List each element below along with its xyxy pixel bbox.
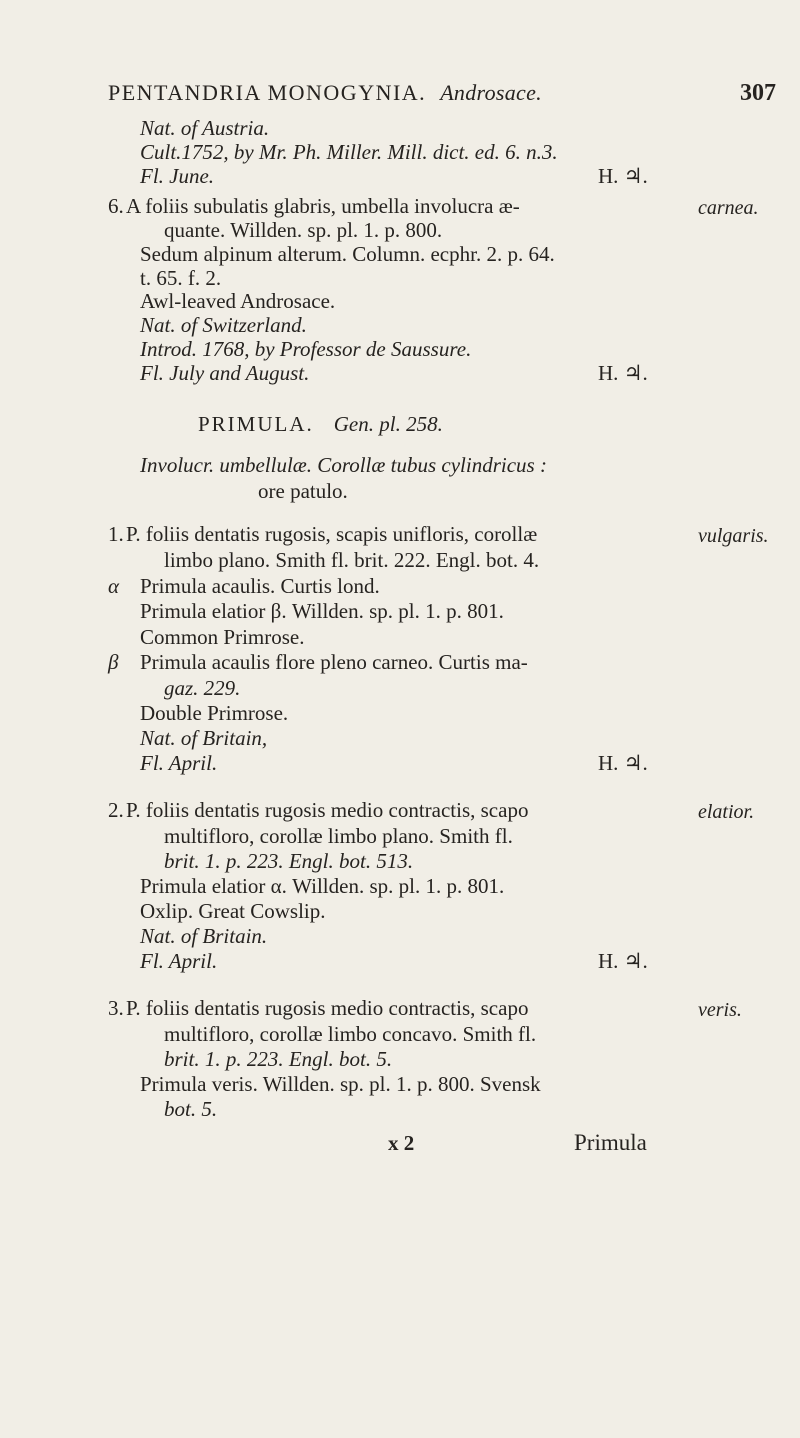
text-line: t. 65. f. 2. bbox=[140, 266, 222, 290]
text-line: Primula acaulis flore pleno carneo. Curtis ma- bbox=[140, 650, 528, 674]
text-line: P. foliis dentatis rugosis, scapis unifloris, corollæ bbox=[126, 522, 538, 546]
text-line: quante. Willden. sp. pl. 1. p. 800. bbox=[164, 218, 443, 242]
species-epithet: elatior. bbox=[698, 801, 755, 823]
text-line: Fl. April. bbox=[140, 949, 218, 973]
text-line: A foliis subulatis glabris, umbella involucra æ- bbox=[126, 194, 520, 218]
entry-number: 2. bbox=[108, 798, 124, 822]
text-line: Nat. of Britain, bbox=[140, 726, 268, 750]
text-line: Nat. of Switzerland. bbox=[140, 313, 307, 337]
genus-character: Involucr. umbellulæ. Corollæ tubus cylindricus : bbox=[140, 453, 547, 477]
catchword: Primula bbox=[574, 1130, 647, 1155]
entry-number: 6. bbox=[108, 194, 124, 218]
species-epithet: vulgaris. bbox=[698, 525, 769, 547]
variety-marker: β bbox=[108, 650, 119, 674]
habit-mark: H. ♃. bbox=[598, 361, 648, 385]
header-genus: Androsace. bbox=[440, 80, 542, 105]
text-line: brit. 1. p. 223. Engl. bot. 5. bbox=[164, 1047, 393, 1071]
common-name: Common Primrose. bbox=[140, 625, 305, 649]
text-line: limbo plano. Smith fl. brit. 222. Engl. bot. 4. bbox=[164, 548, 540, 572]
text-line: multifloro, corollæ limbo concavo. Smith fl. bbox=[164, 1022, 537, 1046]
text-line: Fl. April. bbox=[140, 751, 218, 775]
text-line: P. foliis dentatis rugosis medio contractis, scapo bbox=[126, 996, 529, 1020]
text-line: Nat. of Britain. bbox=[140, 924, 268, 948]
common-name: Double Primrose. bbox=[140, 701, 289, 725]
header-title: PENTANDRIA MONOGYNIA. bbox=[108, 80, 427, 105]
species-epithet: veris. bbox=[698, 999, 742, 1021]
habit-mark: H. ♃. bbox=[598, 751, 648, 775]
genus-character: ore patulo. bbox=[258, 479, 348, 503]
text-line: Fl. June. bbox=[140, 164, 215, 188]
text-line: P. foliis dentatis rugosis medio contractis, scapo bbox=[126, 798, 529, 822]
text-line: Primula veris. Willden. sp. pl. 1. p. 800. Svensk bbox=[140, 1072, 541, 1096]
running-header bbox=[108, 80, 542, 106]
text-line: Introd. 1768, by Professor de Saussure. bbox=[140, 337, 472, 361]
text-line: Cult.1752, by Mr. Ph. Miller. Mill. dict. ed. 6. n.3. bbox=[140, 140, 558, 164]
variety-marker: α bbox=[108, 574, 120, 598]
page-number: 307 bbox=[740, 80, 776, 106]
text-line: Nat. of Austria. bbox=[140, 116, 270, 140]
text-line: Primula elatior β. Willden. sp. pl. 1. p. 801. bbox=[140, 599, 504, 623]
entry-number: 1. bbox=[108, 522, 124, 546]
text-line: Primula acaulis. Curtis lond. bbox=[140, 574, 380, 598]
common-name: Awl-leaved Androsace. bbox=[140, 289, 336, 313]
text-line: Fl. July and August. bbox=[140, 361, 310, 385]
genus-heading bbox=[198, 412, 443, 437]
text-line: brit. 1. p. 223. Engl. bot. 513. bbox=[164, 849, 414, 873]
signature-mark: x 2 bbox=[388, 1131, 415, 1155]
common-name: Oxlip. Great Cowslip. bbox=[140, 899, 326, 923]
text-line: Primula elatior α. Willden. sp. pl. 1. p. 801. bbox=[140, 874, 505, 898]
species-epithet: carnea. bbox=[698, 197, 759, 219]
genus-reference: Gen. pl. 258. bbox=[333, 412, 443, 436]
genus-name: PRIMULA. bbox=[198, 412, 314, 436]
text-line: multifloro, corollæ limbo plano. Smith fl. bbox=[164, 824, 513, 848]
text-line: gaz. 229. bbox=[164, 676, 241, 700]
text-line: Sedum alpinum alterum. Column. ecphr. 2. p. 64. bbox=[140, 242, 555, 266]
text-line: bot. 5. bbox=[164, 1097, 218, 1121]
habit-mark: H. ♃. bbox=[598, 164, 648, 188]
habit-mark: H. ♃. bbox=[598, 949, 648, 973]
entry-number: 3. bbox=[108, 996, 124, 1020]
